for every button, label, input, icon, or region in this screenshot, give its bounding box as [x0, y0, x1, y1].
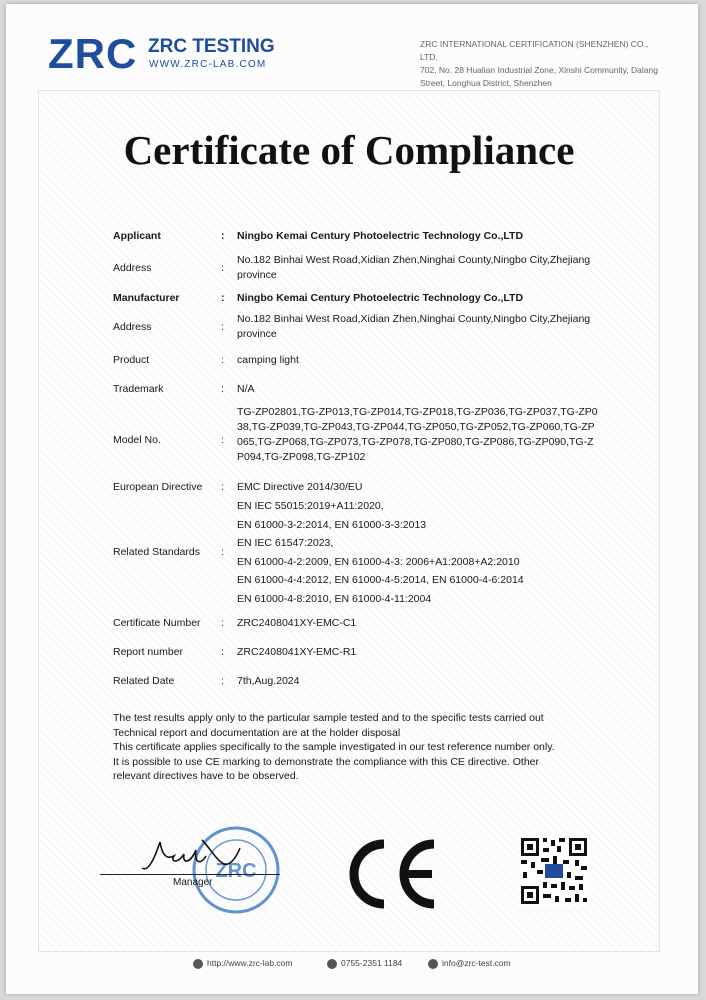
logo-mark: ZRC: [48, 30, 138, 77]
standards-label: Related Standards: [113, 546, 200, 558]
note-line: Technical report and documentation are at the holder disposal: [113, 726, 401, 739]
footer-email-text: info@zrc-test.com: [442, 958, 511, 968]
product-value: camping light: [237, 354, 299, 366]
standard-line: EN 61000-3-2:2014, EN 61000-3-3:2013: [237, 518, 427, 531]
standards-values: [237, 497, 607, 608]
footer-phone: [327, 958, 402, 969]
standard-line: EN IEC 55015:2019+A11:2020,: [237, 500, 384, 512]
applicant-label: Applicant: [113, 230, 161, 242]
phone-icon: [327, 959, 337, 969]
footer-website[interactable]: [193, 958, 293, 969]
applicant-value: Ningbo Kemai Century Photoelectric Technology Co.,LTD: [237, 230, 524, 242]
model-line: 065,TG-ZP068,TG-ZP073,TG-ZP078,TG-ZP080,TG-ZP086,TG-ZP090,TG-Z: [237, 436, 594, 448]
related-date-label: Related Date: [113, 675, 175, 687]
footer-email[interactable]: [428, 958, 511, 969]
standard-line: EN IEC 61547:2023,: [237, 537, 334, 549]
company-name: ZRC INTERNATIONAL CERTIFICATION (SHENZHEN) CO., LTD.: [420, 39, 649, 62]
directive-value: EMC Directive 2014/30/EU: [237, 481, 363, 493]
applicant-address-label: Address: [113, 262, 152, 274]
zrc-logo: [48, 32, 288, 76]
manufacturer-address-label: Address: [113, 321, 152, 333]
standard-line: EN 61000-4-8:2010, EN 61000-4-11:2004: [237, 592, 432, 605]
trademark-label: Trademark: [113, 383, 164, 395]
report-number-value: ZRC2408041XY-EMC-R1: [237, 646, 357, 658]
standard-line: EN 61000-4-4:2012, EN 61000-4-5:2014, EN 61000-4-6:2014: [237, 574, 524, 586]
company-address-line-2: Street, Longhua District, Shenzhen: [420, 78, 552, 88]
model-line: P094,TG-ZP098,TG-ZP102: [237, 451, 366, 463]
model-values: [237, 405, 607, 465]
ce-mark-icon: [342, 838, 440, 910]
note-line: The test results apply only to the particular sample tested and to the specific tests carried out: [113, 712, 544, 724]
signature-line: [100, 874, 280, 875]
certificate-number-label: Certificate Number: [113, 617, 201, 629]
report-number-label: Report number: [113, 646, 184, 658]
note-line: This certificate applies specifically to the sample investigated in our test reference number only.: [113, 741, 555, 753]
product-label: Product: [113, 354, 150, 366]
directive-label: European Directive: [113, 481, 203, 493]
related-date-value: 7th,Aug.2024: [237, 675, 300, 687]
company-address-block: [420, 38, 660, 90]
seal-text: ZRC: [215, 860, 257, 882]
email-icon: [428, 959, 438, 969]
standard-line: EN 61000-4-2:2009, EN 61000-4-3: 2006+A1:2008+A2:2010: [237, 555, 520, 568]
logo-name: ZRC TESTING: [148, 36, 275, 57]
manager-label: Manager: [173, 877, 213, 888]
certificate-number-value: ZRC2408041XY-EMC-C1: [237, 617, 357, 629]
model-line: 38,TG-ZP039,TG-ZP043,TG-ZP044,TG-ZP050,TG-ZP052,TG-ZP060,TG-ZP: [237, 421, 595, 433]
qr-code-icon: [519, 836, 589, 906]
manager-signature: [140, 830, 250, 880]
model-line: TG-ZP02801,TG-ZP013,TG-ZP014,TG-ZP018,TG-ZP036,TG-ZP037,TG-ZP0: [237, 406, 598, 418]
certificate-title: Certificate of Compliance: [123, 127, 575, 173]
applicant-address-value: No.182 Binhai West Road,Xidian Zhen,Ninghai County,Ningbo City,Zhejiang province: [237, 254, 591, 281]
globe-icon: [193, 959, 203, 969]
company-address-line-1: 702, No. 28 Hualian Industrial Zone, Xinshi Community, Dalang: [420, 65, 658, 75]
manufacturer-address-value: No.182 Binhai West Road,Xidian Zhen,Ninghai County,Ningbo City,Zhejiang province: [237, 313, 591, 340]
trademark-value: N/A: [237, 383, 255, 395]
footer-website-text: http://www.zrc-lab.com: [207, 958, 293, 968]
footer-phone-text: 0755-2351 1184: [341, 958, 403, 968]
logo-website: WWW.ZRC-LAB.COM: [149, 59, 267, 70]
note-line: It is possible to use CE marking to demonstrate the compliance with this CE directive. Other: [113, 755, 540, 768]
compliance-notes: [113, 711, 573, 784]
manufacturer-label: Manufacturer: [113, 292, 180, 304]
note-line: relevant directives have to be observed.: [113, 770, 299, 782]
model-label: Model No.: [113, 434, 161, 446]
manufacturer-value: Ningbo Kemai Century Photoelectric Technology Co.,LTD: [237, 292, 524, 304]
